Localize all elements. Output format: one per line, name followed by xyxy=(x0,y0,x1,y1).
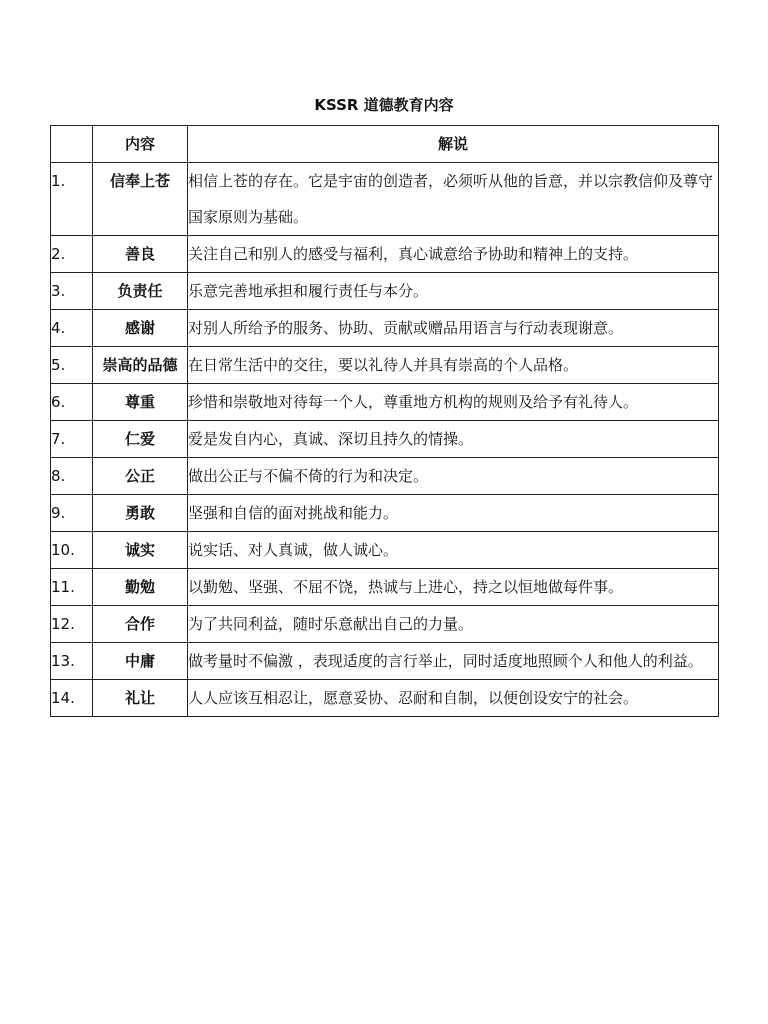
row-number: 14. xyxy=(51,680,93,717)
table-header-row xyxy=(51,126,719,163)
header-number xyxy=(51,126,93,163)
table-row xyxy=(51,163,719,236)
row-number: 5. xyxy=(51,347,93,384)
row-value-name: 诚实 xyxy=(93,532,188,569)
table-row xyxy=(51,606,719,643)
row-explanation: 爱是发自内心，真诚、深切且持久的情操。 xyxy=(188,421,719,458)
row-value-name: 仁爱 xyxy=(93,421,188,458)
row-value-name: 负责任 xyxy=(93,273,188,310)
row-explanation: 说实话、对人真诚，做人诚心。 xyxy=(188,532,719,569)
row-value-name: 合作 xyxy=(93,606,188,643)
row-value-name: 感谢 xyxy=(93,310,188,347)
row-number: 13. xyxy=(51,643,93,680)
row-explanation: 关注自己和别人的感受与福利，真心诚意给予协助和精神上的支持。 xyxy=(188,236,719,273)
table-row xyxy=(51,680,719,717)
document-title: KSSR 道德教育内容 xyxy=(314,96,454,114)
row-number: 10. xyxy=(51,532,93,569)
row-explanation: 坚强和自信的面对挑战和能力。 xyxy=(188,495,719,532)
table-row xyxy=(51,643,719,680)
row-value-name: 中庸 xyxy=(93,643,188,680)
row-value-name: 信奉上苍 xyxy=(93,163,188,236)
row-explanation: 对别人所给予的服务、协助、贡献或赠品用语言与行动表现谢意。 xyxy=(188,310,719,347)
row-number: 9. xyxy=(51,495,93,532)
row-explanation: 人人应该互相忍让，愿意妥协、忍耐和自制，以便创设安宁的社会。 xyxy=(188,680,719,717)
row-value-name: 勤勉 xyxy=(93,569,188,606)
table-row xyxy=(51,273,719,310)
row-number: 6. xyxy=(51,384,93,421)
table-row xyxy=(51,458,719,495)
header-content: 内容 xyxy=(93,126,188,163)
table-row xyxy=(51,347,719,384)
table-body xyxy=(51,163,719,717)
table-row xyxy=(51,236,719,273)
row-explanation: 珍惜和崇敬地对待每一个人，尊重地方机构的规则及给予有礼待人。 xyxy=(188,384,719,421)
table-row xyxy=(51,495,719,532)
row-explanation: 相信上苍的存在。它是宇宙的创造者，必须听从他的旨意，并以宗教信仰及尊守国家原则为基础。 xyxy=(188,163,719,236)
table-row xyxy=(51,384,719,421)
table-row xyxy=(51,532,719,569)
row-value-name: 尊重 xyxy=(93,384,188,421)
row-value-name: 礼让 xyxy=(93,680,188,717)
moral-values-table xyxy=(50,125,719,717)
row-explanation: 为了共同利益，随时乐意献出自己的力量。 xyxy=(188,606,719,643)
row-number: 8. xyxy=(51,458,93,495)
row-number: 1. xyxy=(51,163,93,236)
row-value-name: 崇高的品德 xyxy=(93,347,188,384)
row-explanation: 做考量时不偏激 ，表现适度的言行举止，同时适度地照顾个人和他人的利益。 xyxy=(188,643,719,680)
row-number: 12. xyxy=(51,606,93,643)
row-explanation: 以勤勉、坚强、不屈不饶，热诚与上进心，持之以恒地做每件事。 xyxy=(188,569,719,606)
row-explanation: 做出公正与不偏不倚的行为和决定。 xyxy=(188,458,719,495)
row-number: 2. xyxy=(51,236,93,273)
header-explanation: 解说 xyxy=(188,126,719,163)
table-row xyxy=(51,421,719,458)
table-row xyxy=(51,310,719,347)
row-value-name: 公正 xyxy=(93,458,188,495)
row-value-name: 善良 xyxy=(93,236,188,273)
row-number: 3. xyxy=(51,273,93,310)
row-value-name: 勇敢 xyxy=(93,495,188,532)
row-number: 7. xyxy=(51,421,93,458)
row-number: 11. xyxy=(51,569,93,606)
table-row xyxy=(51,569,719,606)
row-number: 4. xyxy=(51,310,93,347)
row-explanation: 乐意完善地承担和履行责任与本分。 xyxy=(188,273,719,310)
row-explanation: 在日常生活中的交往，要以礼待人并具有崇高的个人品格。 xyxy=(188,347,719,384)
